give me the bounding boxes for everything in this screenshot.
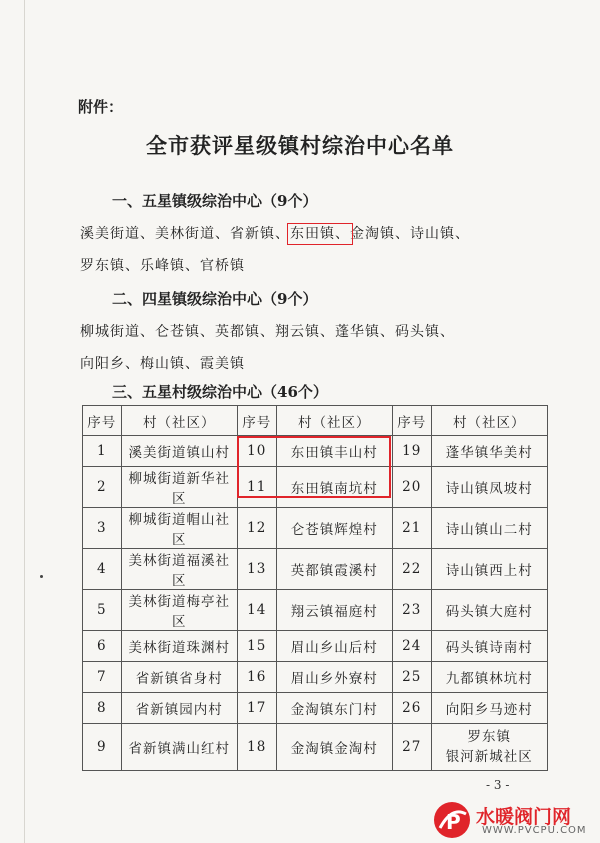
table-row <box>83 631 548 662</box>
town-item: 柳城街道 <box>80 324 140 340</box>
separator: 、 <box>455 226 470 242</box>
serial-cell: 23 <box>392 590 431 631</box>
village-cell: 东田镇南坑村 <box>276 467 392 508</box>
serial-cell: 19 <box>392 436 431 467</box>
separator: 、 <box>200 324 215 340</box>
table-row <box>83 590 548 631</box>
page-number: - 3 - <box>486 778 510 792</box>
table-row <box>83 693 548 724</box>
page-title: 全市获评星级镇村综治中心名单 <box>146 133 454 158</box>
section1-heading: 一、五星镇级综治中心（9个） <box>112 192 318 210</box>
village-cell: 码头镇大庭村 <box>431 590 547 631</box>
village-cell: 仑苍镇辉煌村 <box>276 508 392 549</box>
village-cell: 向阳乡马迹村 <box>431 693 547 724</box>
town-item: 诗山镇 <box>410 226 455 242</box>
watermark-name: 水暖阀门网 <box>476 806 572 828</box>
table-header-row <box>83 406 548 436</box>
serial-cell: 8 <box>83 693 122 724</box>
village-cell: 眉山乡山后村 <box>276 631 392 662</box>
town-item: 蓬华镇 <box>335 324 380 340</box>
village-cell: 省新镇园内村 <box>121 693 237 724</box>
table-row <box>83 662 548 693</box>
town-item: 省新镇 <box>230 226 275 242</box>
village-cell: 诗山镇山二村 <box>431 508 547 549</box>
village-cell: 英都镇霞溪村 <box>276 549 392 590</box>
village-cell: 翔云镇福庭村 <box>276 590 392 631</box>
serial-cell: 12 <box>237 508 276 549</box>
section3-heading: 三、五星村级综治中心（46个） <box>112 383 328 401</box>
village-cell: 东田镇丰山村 <box>276 436 392 467</box>
town-item: 仑苍镇 <box>155 324 200 340</box>
separator: 、 <box>215 226 230 242</box>
village-cell: 九都镇林坑村 <box>431 662 547 693</box>
separator: 、 <box>335 226 350 242</box>
separator: 、 <box>260 324 275 340</box>
serial-cell: 20 <box>392 467 431 508</box>
section1-line2 <box>80 255 245 275</box>
serial-cell: 6 <box>83 631 122 662</box>
village-cell-line: 罗东镇 <box>467 729 512 745</box>
highlight-box <box>237 436 391 498</box>
serial-cell: 9 <box>83 724 122 771</box>
serial-cell: 25 <box>392 662 431 693</box>
town-item: 梅山镇 <box>140 356 185 372</box>
watermark-url: WWW.PVCPU.COM <box>482 825 587 836</box>
header-cell: 村（社区） <box>431 406 547 436</box>
village-cell: 美林街道梅亭社区 <box>121 590 237 631</box>
table-row <box>83 508 548 549</box>
town-item: 官桥镇 <box>200 258 245 274</box>
village-cell: 柳城街道帽山社区 <box>121 508 237 549</box>
village-cell: 码头镇诗南村 <box>431 631 547 662</box>
serial-cell: 26 <box>392 693 431 724</box>
town-item: 英都镇 <box>215 324 260 340</box>
header-cell: 村（社区） <box>276 406 392 436</box>
town-item: 溪美街道 <box>80 226 140 242</box>
separator: 、 <box>275 226 290 242</box>
town-item: 向阳乡 <box>80 356 125 372</box>
header-cell: 村（社区） <box>121 406 237 436</box>
section2-line1 <box>80 321 455 341</box>
serial-cell: 22 <box>392 549 431 590</box>
village-cell: 诗山镇凤坡村 <box>431 467 547 508</box>
village-cell: 美林街道珠渊村 <box>121 631 237 662</box>
serial-cell: 15 <box>237 631 276 662</box>
town-item: 翔云镇 <box>275 324 320 340</box>
village-cell: 金淘镇金淘村 <box>276 724 392 771</box>
separator: 、 <box>140 226 155 242</box>
separator: 、 <box>380 324 395 340</box>
serial-cell: 11 <box>237 467 276 508</box>
town-item: 乐峰镇 <box>140 258 185 274</box>
watermark <box>432 800 600 840</box>
section2-line2 <box>80 353 245 373</box>
serial-cell: 2 <box>83 467 122 508</box>
village-cell <box>431 724 547 771</box>
serial-cell: 4 <box>83 549 122 590</box>
serial-cell: 7 <box>83 662 122 693</box>
serial-cell: 17 <box>237 693 276 724</box>
serial-cell: 10 <box>237 436 276 467</box>
village-cell: 金淘镇东门村 <box>276 693 392 724</box>
header-cell: 序号 <box>83 406 122 436</box>
serial-cell: 5 <box>83 590 122 631</box>
attachment-label: 附件： <box>78 98 124 116</box>
separator: 、 <box>185 258 200 274</box>
table-row <box>83 724 548 771</box>
village-cell: 美林街道福溪社区 <box>121 549 237 590</box>
serial-cell: 21 <box>392 508 431 549</box>
watermark-logo-letter: P <box>446 810 461 834</box>
serial-cell: 24 <box>392 631 431 662</box>
village-cell: 蓬华镇华美村 <box>431 436 547 467</box>
town-item: 美林街道 <box>155 226 215 242</box>
town-item: 霞美镇 <box>200 356 245 372</box>
watermark-logo-icon <box>432 800 472 840</box>
serial-cell: 13 <box>237 549 276 590</box>
section2-heading: 二、四星镇级综治中心（9个） <box>112 290 318 308</box>
scan-dot <box>40 575 43 578</box>
village-cell: 柳城街道新华社区 <box>121 467 237 508</box>
serial-cell: 18 <box>237 724 276 771</box>
serial-cell: 16 <box>237 662 276 693</box>
serial-cell: 14 <box>237 590 276 631</box>
separator: 、 <box>320 324 335 340</box>
separator: 、 <box>185 356 200 372</box>
village-cell: 省新镇满山红村 <box>121 724 237 771</box>
header-cell: 序号 <box>392 406 431 436</box>
village-cell: 省新镇省身村 <box>121 662 237 693</box>
town-item: 金淘镇 <box>350 226 395 242</box>
separator: 、 <box>140 324 155 340</box>
village-cell: 诗山镇西上村 <box>431 549 547 590</box>
town-item: 码头镇 <box>395 324 440 340</box>
serial-cell: 1 <box>83 436 122 467</box>
separator: 、 <box>125 258 140 274</box>
section1-line1 <box>80 223 470 243</box>
serial-cell: 3 <box>83 508 122 549</box>
separator: 、 <box>395 226 410 242</box>
village-cell: 溪美街道镇山村 <box>121 436 237 467</box>
table-row <box>83 549 548 590</box>
separator: 、 <box>125 356 140 372</box>
town-item: 东田镇 <box>290 226 335 242</box>
village-cell-line: 银河新城社区 <box>445 749 533 765</box>
town-item: 罗东镇 <box>80 258 125 274</box>
separator: 、 <box>440 324 455 340</box>
header-cell: 序号 <box>237 406 276 436</box>
village-cell: 眉山乡外寮村 <box>276 662 392 693</box>
page-edge <box>24 0 25 843</box>
serial-cell: 27 <box>392 724 431 771</box>
town-item-highlighted <box>290 226 350 242</box>
